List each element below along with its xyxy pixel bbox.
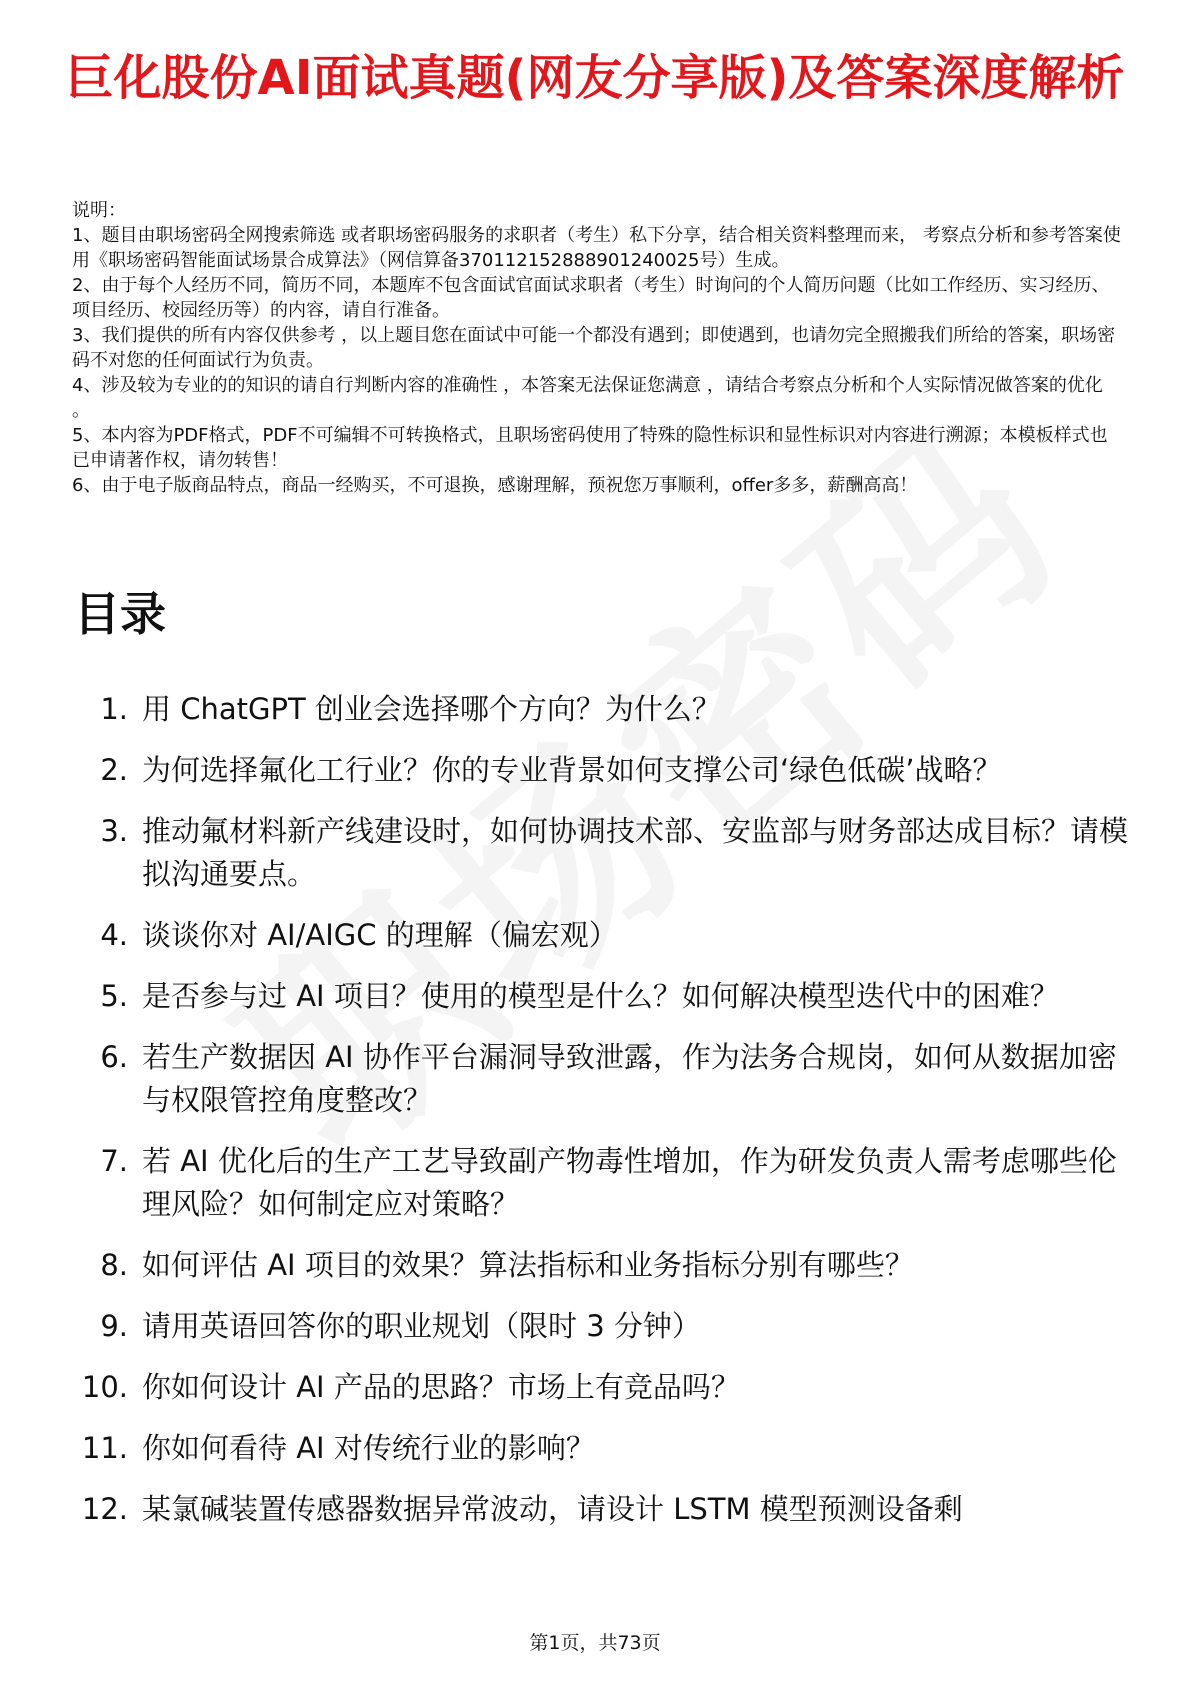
note-item: 2、由于每个人经历不同，简历不同，本题库不包含面试官面试求职者（考生）时询问的个人简历问题（比如工作经历、实习经历、项目经历、校园经历等）的内容，请自行准备。 [72,275,1110,321]
toc-item[interactable] [68,914,1130,957]
toc-item-text: 若生产数据因 AI 协作平台漏洞导致泄露，作为法务合规岗，如何从数据加密与权限管控角度整改？ [142,1040,1117,1117]
toc-list [68,688,1130,1549]
toc-item-text: 你如何设计 AI 产品的思路？市场上有竞品吗？ [142,1370,740,1404]
notes-heading: 说明： [72,200,126,221]
toc-item-number: 5. [100,979,128,1013]
toc-item-text: 为何选择氟化工行业？你的专业背景如何支撑公司‘绿色低碳’战略？ [142,753,1002,787]
toc-item-number: 7. [100,1144,128,1178]
toc-item-text: 谈谈你对 AI/AIGC 的理解（偏宏观） [142,918,618,952]
document-title: 巨化股份AI面试真题(网友分享版)及答案深度解析 [65,50,1125,106]
toc-item-text: 推动氟材料新产线建设时，如何协调技术部、安监部与财务部达成目标？请模拟沟通要点。 [142,814,1129,891]
toc-item[interactable] [68,1488,1130,1531]
toc-item[interactable] [68,688,1130,731]
note-item: 3、我们提供的所有内容仅供参考 ，以上题目您在面试中可能一个都没有遇到；即使遇到，也请勿完全照搬我们所给的答案，职场密码不对您的任何面试行为负责。 [72,325,1116,371]
toc-item-text: 请用英语回答你的职业规划（限时 3 分钟） [142,1309,701,1343]
toc-item[interactable] [68,1366,1130,1409]
toc-item-number: 10. [81,1370,128,1404]
note-item: 4、涉及较为专业的的知识的请自行判断内容的准确性 ，本答案无法保证您满意 ，请结合考察点分析和个人实际情况做答案的优化 。 [72,375,1103,421]
toc-item-text: 若 AI 优化后的生产工艺导致副产物毒性增加，作为研发负责人需考虑哪些伦理风险？如何制定应对策略？ [142,1144,1117,1221]
toc-item[interactable] [68,749,1130,792]
toc-item[interactable] [68,1140,1130,1226]
toc-item-number: 9. [100,1309,128,1343]
toc-item-number: 2. [100,753,128,787]
note-item: 5、本内容为PDF格式，PDF不可编辑不可转换格式，且职场密码使用了特殊的隐性标识和显性标识对内容进行溯源；本模板样式也已申请著作权，请勿转售！ [72,425,1108,471]
toc-item-number: 11. [81,1431,128,1465]
note-item: 1、题目由职场密码全网搜索筛选 或者职场密码服务的求职者（考生）私下分享，结合相关资料整理而来， 考察点分析和参考答案使用《职场密码智能面试场景合成算法》（网信算备370112152888901240025号）生成。 [72,225,1121,271]
toc-item-text: 你如何看待 AI 对传统行业的影响？ [142,1431,595,1465]
toc-item[interactable] [68,1244,1130,1287]
toc-item-text: 某氯碱装置传感器数据异常波动，请设计 LSTM 模型预测设备剩 [142,1492,963,1526]
toc-item-number: 6. [100,1040,128,1074]
toc-item-number: 1. [100,692,128,726]
toc-item-number: 4. [100,918,128,952]
toc-item-text: 如何评估 AI 项目的效果？算法指标和业务指标分别有哪些？ [142,1248,914,1282]
toc-item-number: 12. [81,1492,128,1526]
toc-heading: 目录 [74,587,166,641]
notes-section [72,198,1122,498]
toc-item[interactable] [68,1036,1130,1122]
page-footer: 第1页，共73页 [529,1632,661,1654]
note-item: 6、由于电子版商品特点，商品一经购买，不可退换，感谢理解，预祝您万事顺利，offer多多，薪酬高高！ [72,475,918,496]
toc-item[interactable] [68,810,1130,896]
toc-item[interactable] [68,975,1130,1018]
toc-item-text: 是否参与过 AI 项目？使用的模型是什么？如何解决模型迭代中的困难？ [142,979,1059,1013]
toc-item-number: 3. [100,814,128,848]
toc-item-number: 8. [100,1248,128,1282]
toc-item-text: 用 ChatGPT 创业会选择哪个方向？为什么？ [142,692,721,726]
toc-item[interactable] [68,1305,1130,1348]
toc-item[interactable] [68,1427,1130,1470]
